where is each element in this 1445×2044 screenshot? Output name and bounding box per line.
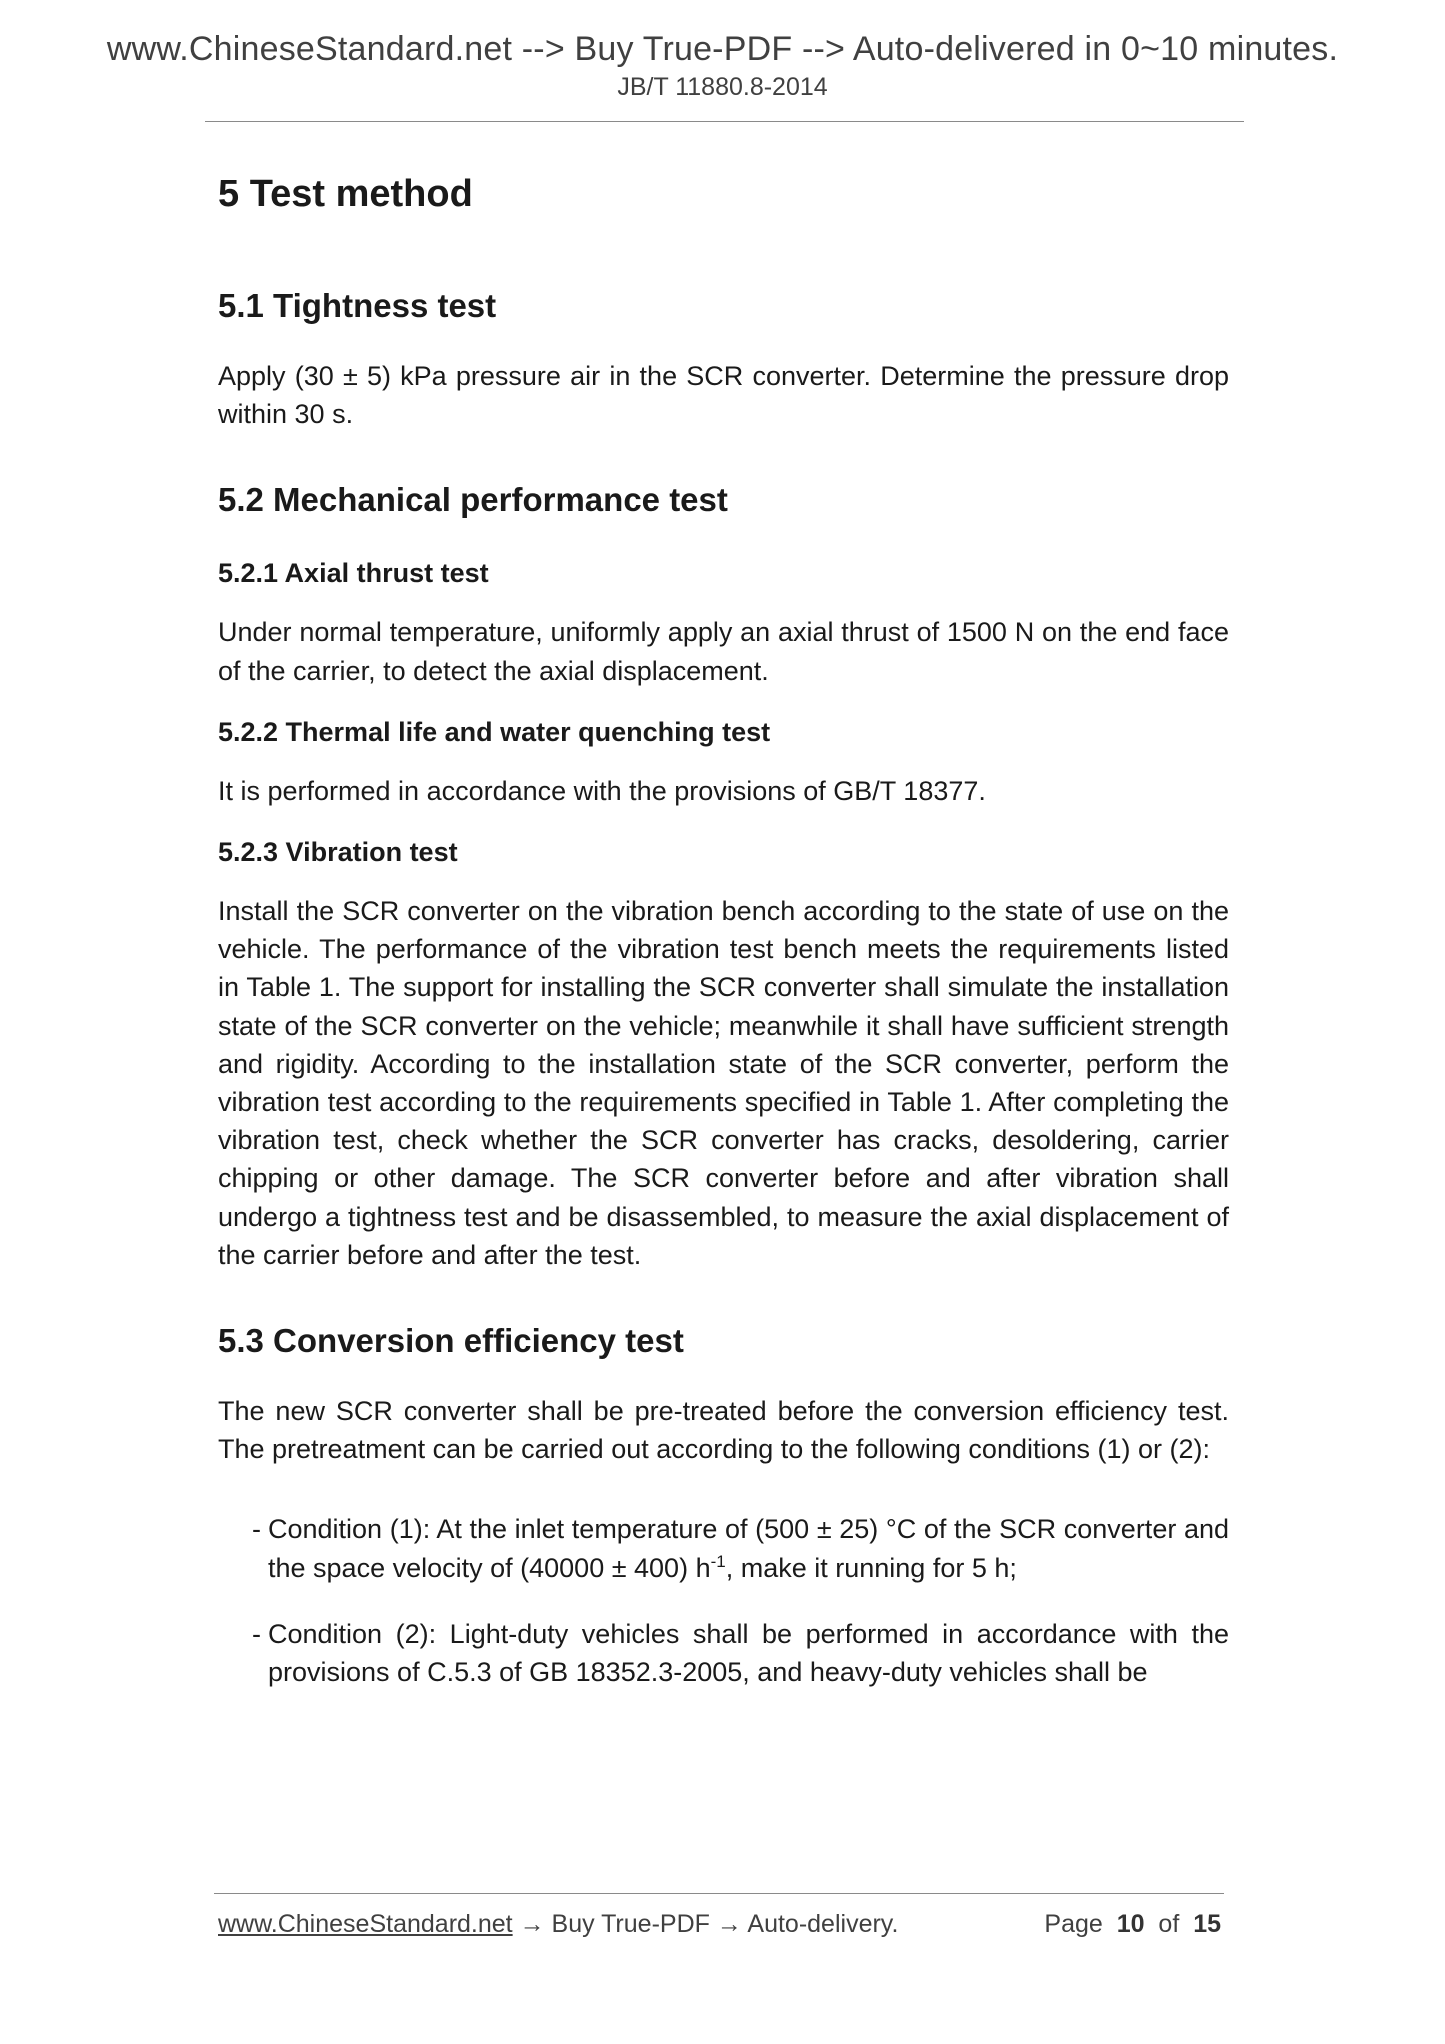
condition-1-text: Condition (1): At the inlet temperature of (500 ± 25) °C of the SCR converter and the space velocity of (40000 ± 400) h	[268, 1514, 1229, 1583]
heading-5-2: 5.2 Mechanical performance test	[218, 481, 728, 519]
condition-1-superscript: -1	[710, 1551, 726, 1571]
condition-list	[218, 1510, 1229, 1691]
condition-2-text: Condition (2): Light-duty vehicles shall be performed in accordance with the provisions of C.5.3 of GB 18352.3-2005, and heavy-duty vehicles shall be	[268, 1618, 1229, 1688]
document-body	[218, 166, 1229, 1719]
header-banner: www.ChineseStandard.net --> Buy True-PDF --> Auto-delivered in 0~10 minutes.	[106, 30, 1339, 68]
footer-tagline: → Buy True-PDF → Auto-delivery.	[512, 1910, 899, 1938]
paragraph-5-2-2: It is performed in accordance with the provisions of GB/T 18377.	[218, 775, 986, 806]
heading-5-2-1: 5.2.1 Axial thrust test	[218, 558, 489, 589]
section-title: 5 Test method	[218, 173, 473, 215]
heading-5-2-3: 5.2.3 Vibration test	[218, 837, 458, 868]
footer-divider	[214, 1893, 1224, 1894]
paragraph-5-2-3: Install the SCR converter on the vibration bench according to the state of use on the vehicle. The performance of the vibration test bench meets the requirements listed in Table 1. The support for installing the SCR converter shall simulate the installation state of the SCR converter on the vehicle; meanwhile it shall have sufficient strength and rigidity. According to the installation state of the SCR converter, perform the vibration test according to the requirements specified in Table 1. After completing the vibration test, check whether the SCR converter has cracks, desoldering, carrier chipping or other damage. The SCR converter before and after vibration shall undergo a tightness test and be disassembled, to measure the axial displacement of the carrier before and after the test.	[218, 896, 1229, 1270]
standard-number: JB/T 11880.8-2014	[617, 73, 828, 101]
condition-1-text-end: , make it running for 5 h;	[725, 1552, 1017, 1583]
of-label: of	[1158, 1910, 1180, 1938]
heading-5-1: 5.1 Tightness test	[218, 287, 497, 324]
heading-5-2-2: 5.2.2 Thermal life and water quenching test	[218, 716, 771, 747]
list-dash: -	[252, 1618, 261, 1649]
heading-5-3: 5.3 Conversion efficiency test	[218, 1322, 684, 1360]
page-total: 15	[1193, 1910, 1221, 1938]
footer-site-link[interactable]: www.ChineseStandard.net	[218, 1910, 513, 1938]
paragraph-5-1: Apply (30 ± 5) kPa pressure air in the SCR converter. Determine the pressure drop within 30 s.	[218, 361, 1229, 430]
page-current: 10	[1116, 1910, 1145, 1938]
header-divider	[205, 121, 1244, 122]
paragraph-5-3-intro: The new SCR converter shall be pre-treated before the conversion efficiency test. The pretreatment can be carried out according to the following conditions (1) or (2):	[218, 1396, 1229, 1465]
footer	[218, 1910, 1221, 1939]
page-label: Page	[1044, 1910, 1103, 1938]
list-item-condition-1	[252, 1510, 1229, 1586]
paragraph-5-2-1: Under normal temperature, uniformly apply an axial thrust of 1500 N on the end face of the carrier, to detect the axial displacement.	[218, 617, 1229, 686]
page-indicator	[1044, 1910, 1221, 1939]
list-dash: -	[252, 1514, 261, 1545]
list-item-condition-2	[252, 1615, 1229, 1691]
